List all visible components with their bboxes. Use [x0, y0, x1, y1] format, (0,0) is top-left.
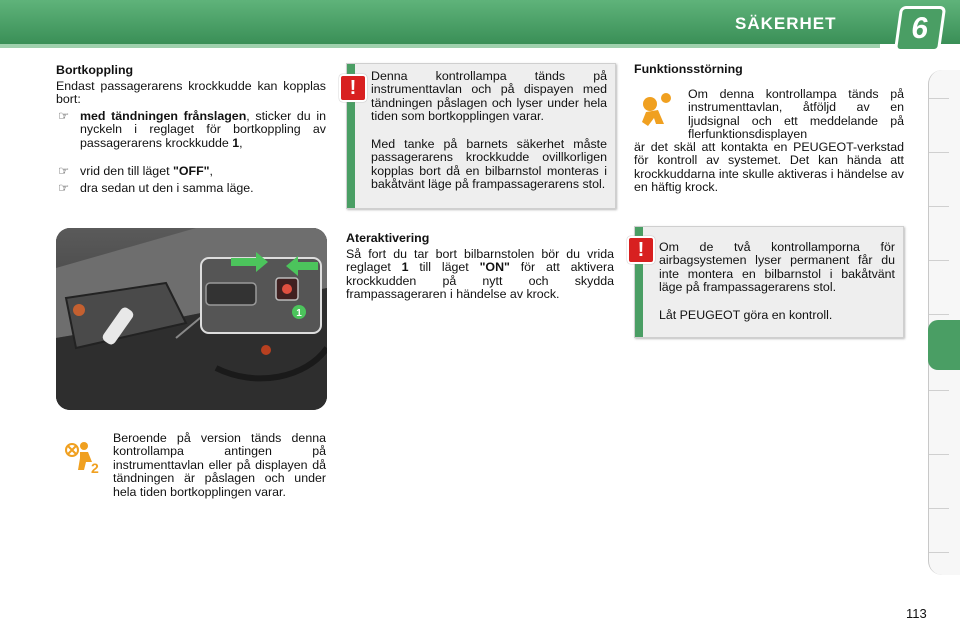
bullet-2-bold: "OFF"	[172, 164, 210, 178]
header-line	[0, 44, 880, 48]
page-number: 113	[906, 606, 927, 621]
reactivation-number: 1	[401, 260, 409, 275]
chapter-header	[0, 0, 960, 48]
warning-box-both-lamps	[634, 226, 904, 338]
warning-both-lamps-text-1: Om de två kontrollamporna för airbagsystemen lyser permanent får du inte montera en bilbarnstol i bakåtvänt läge på frampassagerarens stol.	[659, 240, 895, 295]
reactivation-on: "ON"	[479, 260, 510, 275]
chapter-number-badge: 6	[894, 6, 946, 52]
bullet-hand-icon: ☞	[58, 164, 70, 178]
bullet-2-text: vrid den till läget	[80, 164, 173, 178]
section-heading-bortkoppling: Bortkoppling	[56, 63, 134, 77]
warning-exclamation-icon: !	[339, 74, 367, 102]
bullet-item-3: dra sedan ut den i samma läge.	[80, 181, 254, 195]
section-heading-funktionsstorning: Funktionsstörning	[634, 62, 743, 76]
side-tab-divider	[929, 314, 949, 315]
side-tab-active-chapter[interactable]	[928, 320, 960, 370]
reactivation-text-end: för att aktivera krockkudden på nytt och skydda frampassageraren i händelse av krock.	[346, 260, 614, 302]
reactivation-text-pre: Så fort du tar bort bilbarnstolen bör du vrida reglaget	[346, 247, 614, 275]
airbag-fault-icon	[638, 90, 678, 130]
side-tab-divider	[929, 508, 949, 509]
photo-callout-1: 1	[296, 308, 302, 319]
fault-lamp-text-continued: är det skäl att kontakta en PEUGEOT-verkstad för kontroll av systemet. Det kan hända att krockkuddarna inte skulle aktiveras i händelse av en häftig krock.	[634, 140, 904, 195]
reactivation-text-mid: till läget	[408, 260, 480, 275]
bullet-hand-icon: ☞	[58, 109, 70, 123]
bullet-hand-icon: ☞	[58, 181, 70, 195]
dashboard-illustration	[56, 228, 327, 410]
warning-deactivation-text-1: Denna kontrollampa tänds på instrumenttavlan och på dispayen med tändningen påslagen och lyser under hela tiden som bortkopplingen varar.	[371, 69, 607, 124]
bullet-1-text: , sticker du in nyckeln i reglaget för bortkoppling av passagerarens krockkudde	[80, 109, 326, 150]
bullet-1-bold: med tändningen frånslagen	[80, 109, 247, 123]
warning-deactivation-text-2: Med tanke på barnets säkerhet måste passagerarens krockkudde ovillkorligen kopplas bort då en bilbarnstol monteras i bakåtvänt läge på frampassagerarens stol.	[371, 137, 607, 192]
side-tab-divider	[929, 206, 949, 207]
side-tab-divider	[929, 152, 949, 153]
airbag-key-switch-photo	[56, 228, 327, 410]
side-tab-divider	[929, 552, 949, 553]
bullet-1-end: ,	[239, 135, 243, 150]
side-tab-divider	[929, 98, 949, 99]
side-tab-divider	[929, 390, 949, 391]
chapter-title: SÄKERHET	[735, 14, 837, 33]
bortkoppling-intro: Endast passagerarens krockkudde kan kopplas bort:	[56, 79, 326, 107]
warning-exclamation-icon: !	[627, 236, 655, 264]
warning-box-deactivation	[346, 63, 616, 209]
svg-text:2: 2	[91, 460, 99, 474]
section-heading-ateraktivering: Ateraktivering	[346, 231, 430, 245]
reactivation-text	[346, 248, 614, 302]
warning-both-lamps-text-2: Låt PEUGEOT göra en kontroll.	[659, 308, 833, 322]
off-lamp-description: Beroende på version tänds denna kontrollampa antingen på instrumenttavlan eller på displayen då tändningen är påslagen och under hela tiden bortkopplingen varar.	[113, 431, 326, 499]
bullet-1-number: 1	[232, 135, 240, 150]
bullet-item-2	[80, 165, 326, 178]
bullet-item-1	[80, 110, 326, 150]
side-tab-divider	[929, 260, 949, 261]
side-tab-divider	[929, 454, 949, 455]
fault-lamp-text: Om denna kontrollampa tänds på instrumenttavlan, åtföljd av en ljudsignal och ett meddelande på flerfunktionsdisplayen	[688, 87, 904, 142]
bullet-2-end: ,	[209, 164, 213, 178]
passenger-airbag-off-icon	[62, 440, 102, 474]
